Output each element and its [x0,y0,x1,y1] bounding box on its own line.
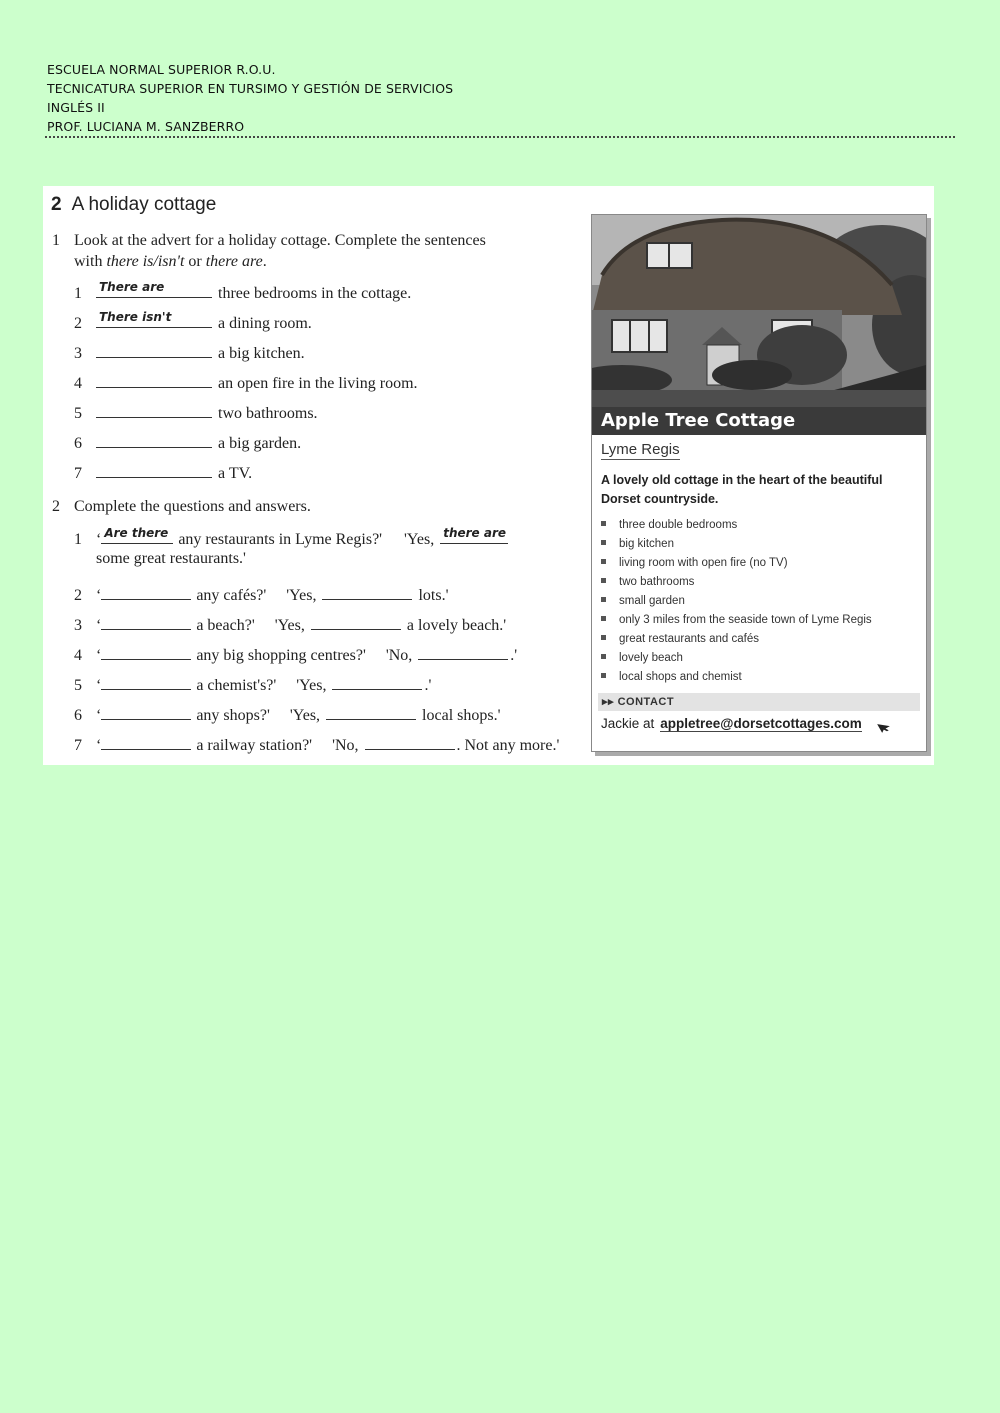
answer-blank[interactable] [96,280,212,298]
yes-no-text: 'Yes, [274,617,305,634]
answer-text: local shops.' [422,707,501,724]
contact-bar: ▸▸ CONTACT [598,693,920,711]
item-number: 6 [74,707,82,724]
question-blank[interactable] [101,672,191,690]
item-text: two bathrooms. [218,405,318,422]
item-number: 1 [74,285,82,302]
exercise-2-item [74,582,448,604]
section-title-text: A holiday cottage [71,194,217,215]
exercise-1-instruction-line1: Look at the advert for a holiday cottage. Complete the sentences [74,232,486,249]
exercise-1-instruction-line2 [74,251,486,272]
advert-feature-item: three double bedrooms [601,516,872,535]
answer-text: .' [424,677,432,694]
advert-feature-item: living room with open fire (no TV) [601,554,872,573]
item-number: 3 [74,345,82,362]
contact-line [601,716,862,731]
advert-feature-item: great restaurants and cafés [601,630,872,649]
worksheet-panel [43,186,934,765]
advert-feature-item: local shops and chemist [601,668,872,687]
answer-blank[interactable] [322,582,412,600]
advert-feature-item: lovely beach [601,649,872,668]
answer-text: a lovely beach.' [406,617,507,634]
advert-lead: A lovely old cottage in the heart of the beautiful Dorset countryside. [601,473,883,506]
exercise-2-number: 2 [52,498,60,515]
answer-blank[interactable] [96,370,212,388]
exercise-1-number: 1 [52,232,60,249]
answer-blank[interactable] [96,310,212,328]
yes-no-text: 'Yes, [296,677,327,694]
advert-feature-item: only 3 miles from the seaside town of Lyme Regis [601,611,872,630]
yes-no-text: 'No, [385,647,413,664]
filled-answer: There isn't [99,310,172,324]
answer-blank[interactable] [96,430,212,448]
answer-blank[interactable] [332,672,422,690]
answer-blank[interactable] [326,702,416,720]
open-quote: ‘ [96,587,102,604]
school-name: ESCUELA NORMAL SUPERIOR R.O.U. [47,62,276,77]
cottage-advert [591,214,927,752]
exercise-2-item [74,642,517,664]
item-number: 4 [74,647,82,664]
item-number: 5 [74,405,82,422]
filled-answer: there are [443,526,507,540]
question-blank[interactable] [101,732,191,750]
yes-no-text: 'Yes, [286,587,317,604]
instruction-prefix: with [74,253,107,270]
exercise-2-item [74,612,506,634]
exercise-1-item [74,340,305,362]
open-quote: ‘ [96,707,102,724]
exercise-2-item [74,672,431,694]
question-blank[interactable] [101,612,191,630]
item-text: a TV. [218,465,253,482]
open-quote: ‘ [96,531,102,548]
answer-blank[interactable] [365,732,455,750]
yes-no-text: 'Yes, [289,707,321,724]
filled-answer: Are there [104,526,169,540]
answer-blank[interactable] [96,460,212,478]
answer-continuation: some great restaurants.' [96,550,246,567]
instruction-option-2: there are [205,253,263,270]
answer-text: lots.' [418,587,449,604]
yes-no-text: 'Yes, [404,531,435,548]
item-number: 1 [74,531,82,548]
question-text: any shops?' [196,707,270,724]
exercise-1-item [74,280,411,302]
question-blank[interactable] [101,582,191,600]
item-number: 2 [74,587,82,604]
open-quote: ‘ [96,677,102,694]
item-text: a dining room. [218,315,312,332]
answer-blank[interactable] [96,340,212,358]
instruction-mid: or [184,253,206,270]
item-number: 7 [74,737,82,754]
header-divider [45,136,955,138]
open-quote: ‘ [96,737,102,754]
section-title [51,194,216,216]
question-text: a railway station?' [196,737,313,754]
question-blank[interactable] [101,526,173,544]
question-blank[interactable] [101,642,191,660]
item-text: three bedrooms in the cottage. [218,285,412,302]
advert-feature-item: big kitchen [601,535,872,554]
advert-features-list [601,516,872,687]
exercise-1-item [74,370,418,392]
instruction-option-1: there is/isn't [106,253,185,270]
teacher-name: PROF. LUCIANA M. SANZBERRO [47,119,245,134]
question-text: any cafés?' [196,587,267,604]
answer-text: . Not any more.' [456,737,560,754]
exercise-2-instruction: Complete the questions and answers. [74,498,311,515]
instruction-end: . [262,253,267,270]
item-text: a big garden. [218,435,302,452]
exercise-1-item [74,460,252,482]
program-name: TECNICATURA SUPERIOR EN TURSIMO Y GESTIÓN DE SERVICIOS [47,81,454,96]
item-number: 3 [74,617,82,634]
course-name: INGLÉS II [47,100,105,115]
contact-email-link[interactable]: appletree@dorsetcottages.com [660,716,862,731]
answer-blank[interactable] [311,612,401,630]
advert-feature-item: small garden [601,592,872,611]
contact-name: Jackie at [601,716,655,731]
cottage-photo-illustration [592,215,926,407]
section-number: 2 [51,194,62,215]
advert-feature-item: two bathrooms [601,573,872,592]
item-number: 7 [74,465,82,482]
yes-no-text: 'No, [332,737,359,754]
cottage-photo [592,215,926,407]
answer-text: .' [510,647,518,664]
answer-blank[interactable] [96,400,212,418]
exercise-1-item [74,430,301,452]
question-blank[interactable] [101,702,191,720]
item-number: 2 [74,315,82,332]
answer-blank[interactable] [440,526,508,544]
advert-title: Apple Tree Cottage [592,407,926,435]
filled-answer: There are [99,280,165,294]
item-text: an open fire in the living room. [218,375,418,392]
item-number: 4 [74,375,82,392]
exercise-1-item [74,310,312,332]
pointer-icon [877,719,891,733]
exercise-2-item [74,732,559,754]
item-number: 5 [74,677,82,694]
exercise-2-item [74,526,508,548]
question-text: a chemist's?' [196,677,277,694]
item-number: 6 [74,435,82,452]
item-text: a big kitchen. [218,345,305,362]
advert-location: Lyme Regis [601,441,680,458]
exercise-1-item [74,400,318,422]
open-quote: ‘ [96,617,102,634]
question-text: a beach?' [196,617,255,634]
question-text: any restaurants in Lyme Regis?' [178,531,383,548]
open-quote: ‘ [96,647,102,664]
worksheet-header [47,60,453,136]
exercise-1-instruction [74,230,486,272]
question-text: any big shopping centres?' [196,647,366,664]
answer-blank[interactable] [418,642,508,660]
exercise-2-item [74,702,500,724]
